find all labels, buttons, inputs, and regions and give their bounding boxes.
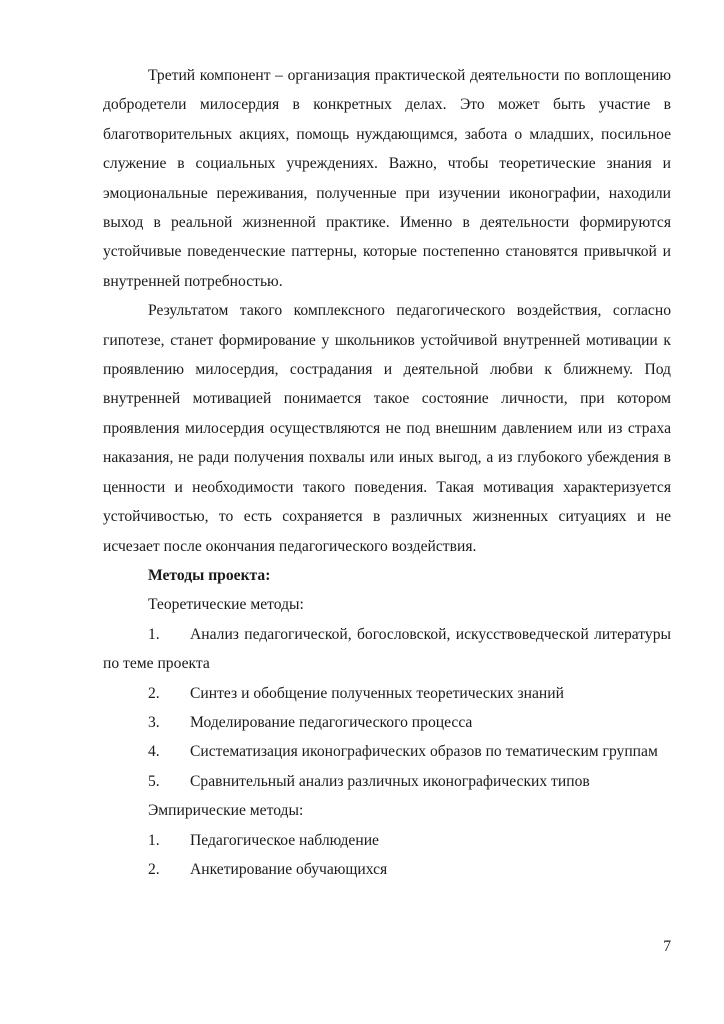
list-item-text: Анкетирование обучающихся — [190, 860, 388, 878]
list-item-text: Моделирование педагогического процесса — [190, 713, 473, 731]
list-item — [103, 708, 671, 737]
empirical-methods-list — [103, 826, 671, 885]
paragraph-third-component: Третий компонент – организация практической деятельности по воплощению добродетели милосердия в конкретных делах. Это может быть участие в благотворительных акциях, помощь нуждающимся, забота о младших, посильное служение в социальных учреждениях. Важно, чтобы теоретические знания и эмоциональные переживания, полученные при изучении иконографии, находили выход в реальной жизненной практике. Именно в деятельности формируются устойчивые поведенческие паттерны, которые постепенно становятся привычкой и внутренней потребностью. — [103, 67, 671, 290]
list-item-text: Синтез и обобщение полученных теоретических знаний — [190, 684, 564, 702]
list-item-number: 1. — [148, 625, 160, 643]
list-item-text: Систематизация иконографических образов по тематическим группам — [190, 743, 658, 761]
theoretical-methods-label: Теоретические методы: — [148, 596, 304, 614]
empirical-methods-label: Эмпирические методы: — [148, 802, 304, 820]
list-item — [103, 855, 671, 884]
list-item — [103, 620, 671, 679]
page-number: 7 — [663, 938, 671, 955]
list-item — [103, 767, 671, 796]
methods-heading: Методы проекта: — [148, 566, 271, 584]
list-item-text: Анализ педагогической, богословской, искусствоведческой литературы по теме проекта — [103, 625, 671, 673]
paragraph-result: Результатом такого комплексного педагогического воздействия, согласно гипотезе, станет формирование у школьников устойчивой внутренней мотивации к проявлению милосердия, сострадания и деятельной любви к ближнему. Под внутренней мотивацией понимается такое состояние личности, при котором проявления милосердия осуществляются не под внешним давлением или из страха наказания, не ради получения похвалы или иных выгод, а из глубокого убеждения в ценности и необходимости такого поведения. Такая мотивация характеризуется устойчивостью, то есть сохраняется в различных жизненных ситуациях и не исчезает после окончания педагогического воздействия. — [103, 302, 671, 555]
list-item-text: Педагогическое наблюдение — [190, 831, 379, 849]
list-item-number: 2. — [148, 684, 160, 702]
theoretical-methods-list — [103, 620, 671, 796]
list-item — [103, 679, 671, 708]
list-item-number: 2. — [148, 860, 160, 878]
list-item-number: 4. — [148, 743, 160, 761]
list-item-number: 3. — [148, 713, 160, 731]
list-item-number: 5. — [148, 772, 160, 790]
document-page — [103, 61, 671, 884]
list-item — [103, 826, 671, 855]
list-item-text: Сравнительный анализ различных иконографических типов — [190, 772, 590, 790]
list-item-number: 1. — [148, 831, 160, 849]
list-item — [103, 737, 671, 766]
